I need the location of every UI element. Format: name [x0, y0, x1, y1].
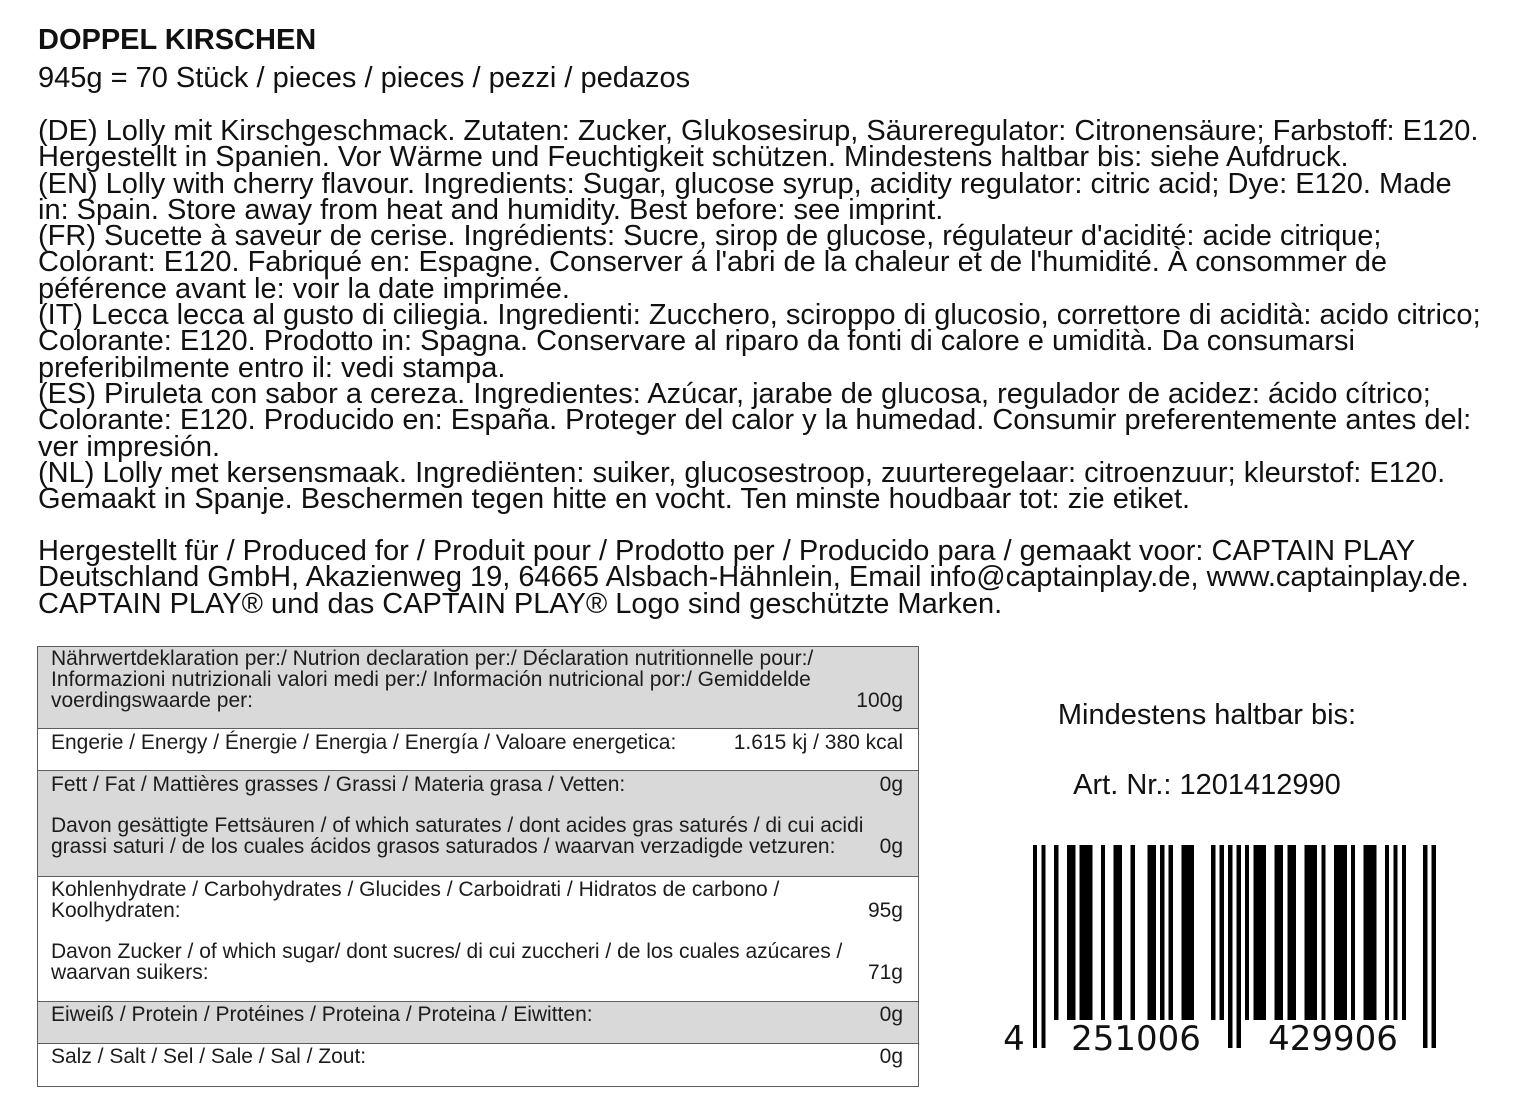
description-line: Colorante: E120. Prodotto in: Spagna. Conservare al riparo da fonti di calore e umidità. Da consumarsi — [38, 325, 1355, 358]
barcode-bar — [1321, 845, 1325, 1020]
description-line: Colorant: E120. Fabriqué en: Espagne. Conserver á l'abri de la chaleur et de l'humidité. À consommer de — [38, 246, 1388, 279]
description-line: péférence avant le: voir la date imprimée. — [38, 272, 570, 305]
salt-value: 0g — [879, 1045, 903, 1068]
barcode-bar — [1364, 845, 1377, 1020]
barcode-bar — [1334, 845, 1347, 1020]
barcode-bar — [1169, 845, 1173, 1020]
article-number: Art. Nr.: 1201412990 — [1073, 769, 1341, 801]
product-quantity: 945g = 70 Stück / pieces / pieces / pezzi / pedazos — [38, 62, 691, 94]
barcode-bar — [1385, 845, 1389, 1020]
barcode-bar — [1275, 845, 1283, 1020]
carbohydrates-label-line: Koolhydraten: — [51, 899, 181, 922]
barcode-bar — [1211, 845, 1215, 1020]
manufacturer-info — [38, 535, 1469, 620]
description-es — [38, 377, 1481, 463]
nutrition-per-value: 100g — [856, 689, 903, 712]
barcode-guard-bar — [1033, 845, 1037, 1048]
nutrition-table — [37, 646, 919, 1087]
barcode-bars — [1033, 845, 1436, 1048]
product-title: DOPPEL KIRSCHEN — [38, 24, 317, 56]
barcode-bar — [1160, 845, 1164, 1020]
sugar-entry — [51, 941, 903, 983]
description-line: (FR) Sucette à saveur de cerise. Ingrédients: Sucre, sirop de glucose, régulateur d'acidité: acide citrique; — [38, 220, 1382, 253]
salt-entry — [51, 1046, 903, 1067]
nutrition-header-row — [38, 647, 918, 729]
saturates-value: 0g — [879, 835, 903, 858]
carbohydrates-entry — [51, 879, 903, 921]
description-line: (EN) Lolly with cherry flavour. Ingredients: Sugar, glucose syrup, acidity regulator: citric acid; Dye: E120. Made — [38, 167, 1452, 200]
barcode-bar — [1393, 845, 1397, 1020]
nutrition-header-line: Nährwertdeklaration per:/ Nutrion declaration per:/ Déclaration nutritionnelle pour:/ — [51, 647, 814, 670]
nutrition-row-protein — [38, 1002, 918, 1044]
description-line: Hergestellt in Spanien. Vor Wärme und Feuchtigkeit schützen. Mindestens haltbar bis: siehe Aufdruck. — [38, 141, 1349, 174]
nutrition-header-line: voerdingswaarde per: — [51, 689, 253, 712]
trademark-line: CAPTAIN PLAY® und das CAPTAIN PLAY® Logo sind geschützte Marken. — [38, 587, 1003, 620]
barcode-bar — [1080, 845, 1093, 1020]
description-line: in: Spain. Store away from heat and humidity. Best before: see imprint. — [38, 193, 944, 226]
barcode-bar — [1067, 845, 1075, 1020]
fat-label: Fett / Fat / Mattières grasses / Grassi / Materia grasa / Vetten: — [51, 773, 626, 796]
saturates-label-line: grassi saturi / de los cuales ácidos grasos saturados / waarvan verzadigde vetzuren: — [51, 835, 836, 858]
energy-label: Engerie / Energy / Énergie / Energia / Energía / Valoare energetica: — [51, 731, 677, 754]
nutrition-header-line: Informazioni nutrizionali valori medi per:/ Información nutricional por:/ Gemiddelde — [51, 668, 811, 691]
barcode-guard-bar — [1041, 845, 1045, 1048]
sugar-label-line: waarvan suikers: — [51, 961, 209, 984]
barcode-bar — [1304, 845, 1317, 1020]
barcode-guard-bar — [1432, 845, 1436, 1048]
carbohydrates-label-line: Kohlenhydrate / Carbohydrates / Glucides / Carboidrati / Hidratos de carbono / — [51, 878, 780, 901]
description-line: ver impresión. — [38, 430, 221, 463]
barcode-bar — [1101, 845, 1105, 1020]
barcode — [995, 835, 1450, 1060]
barcode-bar — [1147, 845, 1155, 1020]
description-line: Gemaakt in Spanje. Beschermen tegen hitte en vocht. Ten minste houdbaar tot: zie etiket. — [38, 483, 1191, 516]
barcode-bar — [1253, 845, 1266, 1020]
barcode-first-digit: 4 — [1003, 1019, 1025, 1059]
barcode-bar — [1054, 845, 1058, 1020]
description-fr — [38, 220, 1481, 305]
description-line: (ES) Piruleta con sabor a cereza. Ingredientes: Azúcar, jarabe de glucosa, regulador de acidez: ácido cítrico; — [38, 377, 1431, 410]
manufacturer-line: Deutschland GmbH, Akazienweg 19, 64665 Alsbach-Hähnlein, Email info@captainplay.de, www.captainplay.de. — [38, 561, 1469, 594]
description-nl — [38, 456, 1481, 516]
barcode-bar — [1245, 845, 1249, 1020]
energy-value: 1.615 kj / 380 kcal — [733, 731, 903, 754]
barcode-bar — [1351, 845, 1355, 1020]
description-line: (DE) Lolly mit Kirschgeschmack. Zutaten: Zucker, Glukosesirup, Säureregulator: Citronensäure; Farbstoff: E120. — [38, 115, 1479, 147]
protein-value: 0g — [879, 1003, 903, 1026]
saturates-entry — [51, 815, 903, 857]
barcode-bar — [1402, 845, 1406, 1020]
salt-label: Salz / Salt / Sel / Sale / Sal / Zout: — [51, 1045, 367, 1068]
description-line: (IT) Lecca lecca al gusto di ciliegia. Ingredienti: Zucchero, sciroppo di glucosio, correttore di acidità: acido citrico; — [38, 299, 1481, 332]
barcode-guard-bar — [1228, 845, 1232, 1048]
barcode-right-digits: 429906 — [1268, 1019, 1398, 1059]
barcode-left-digits: 251006 — [1071, 1019, 1201, 1059]
sugar-value: 71g — [867, 961, 903, 984]
fat-entry — [51, 774, 903, 795]
description-line: (NL) Lolly met kersensmaak. Ingrediënten: suiker, glucosestroop, zuurteregelaar: citroenzuur; kleurstof: E120. — [38, 456, 1446, 489]
barcode-bar — [1114, 845, 1122, 1020]
energy-entry — [51, 732, 903, 753]
nutrition-row-energy — [38, 729, 918, 771]
nutrition-header — [51, 648, 903, 711]
sugar-label-line: Davon Zucker / of which sugar/ dont sucres/ di cui zuccheri / de los cuales azúcares / — [51, 940, 843, 963]
saturates-label-line: Davon gesättigte Fettsäuren / of which saturates / dont acides gras saturés / di cui acidi — [51, 814, 864, 837]
product-descriptions — [38, 115, 1481, 516]
description-de — [38, 115, 1481, 174]
nutrition-row-fat — [38, 771, 918, 877]
protein-entry — [51, 1004, 903, 1025]
barcode-bar — [1220, 845, 1224, 1020]
barcode-bar — [1181, 845, 1194, 1020]
nutrition-row-carbohydrates — [38, 877, 918, 1002]
description-it — [38, 299, 1481, 384]
carbohydrates-value: 95g — [867, 899, 903, 922]
barcode-bar — [1131, 845, 1135, 1020]
barcode-guard-bar — [1237, 845, 1241, 1048]
best-before-label: Mindestens haltbar bis: — [1057, 699, 1357, 731]
barcode-guard-bar — [1423, 845, 1427, 1048]
barcode-bar — [1287, 845, 1295, 1020]
protein-label: Eiweiß / Protein / Protéines / Proteina / Proteina / Eiwitten: — [51, 1003, 593, 1026]
fat-value: 0g — [879, 773, 903, 796]
description-line: Colorante: E120. Producido en: España. Proteger del calor y la humedad. Consumir preferentemente antes del: — [38, 404, 1472, 437]
manufacturer-line: Hergestellt für / Produced for / Produit pour / Prodotto per / Producido para / gemaakt voor: CAPTAIN PLAY — [38, 535, 1416, 567]
nutrition-row-salt — [38, 1044, 918, 1085]
description-line: preferibilmente entro il: vedi stampa. — [38, 351, 506, 384]
description-en — [38, 167, 1481, 226]
